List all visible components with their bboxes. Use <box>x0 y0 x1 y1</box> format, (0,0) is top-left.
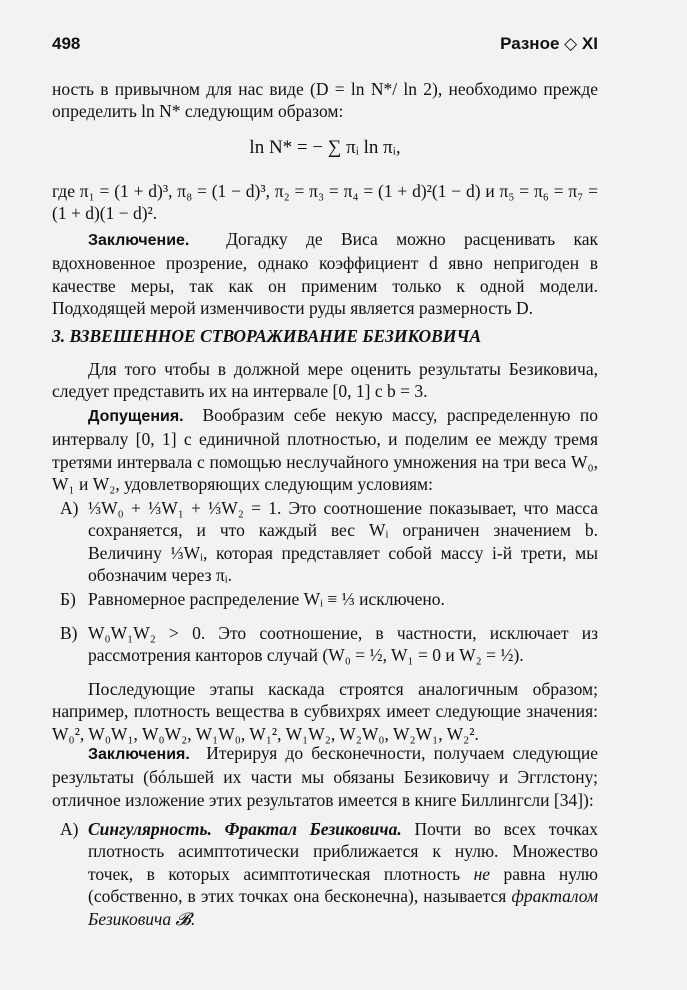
page-number: 498 <box>52 34 81 53</box>
running-header: Разное ◇ XI <box>500 34 598 53</box>
condition-c-text: W₀W₁W₂ > 0. Это соотношение, в частности, исключает из рассмотрения канторов случай (W₀ = ½, W₁ = 0 и W₂ = ½). <box>88 623 598 666</box>
paragraph-intro: ность в привычном для нас виде (D = ln N*/ ln 2), необходимо прежде определить ln N* следующим образом: <box>52 79 598 122</box>
conclusion-text: Догадку де Виса можно расценивать как вдохновенное прозрение, однако коэффициент d явно непригоден в качестве меры, так как он применим только к одной модели. Подходящей мерой изменчивости руды является размерность D. <box>52 229 598 319</box>
result-a-emphasis: не <box>473 863 491 884</box>
condition-a <box>52 497 598 587</box>
result-a-text-2: равна нулю (собственно, в этих точках она бесконечна), называется <box>88 863 599 907</box>
result-a-title: Сингулярность. Фрактал Безиковича. <box>88 819 402 839</box>
paragraph-conclusion <box>52 228 598 320</box>
result-a-text: Почти во всех точках плотность асимптотически приближается к нулю. Множество точек, в которых асимптотическая плотность <box>88 819 599 884</box>
condition-a-text: ⅓W₀ + ⅓W₁ + ⅓W₂ = 1. Это соотношение показывает, что масса сохраняется, и что каждый вес Wᵢ ограничен значением b. Величину ⅓Wᵢ, которая представляет собой массу i-й трети, мы обозначим через πᵢ. <box>88 498 598 586</box>
condition-b-label: Б) <box>60 589 76 609</box>
result-a <box>52 818 598 930</box>
condition-b-text: Равномерное распределение Wᵢ ≡ ⅓ исключено. <box>88 589 445 609</box>
paragraph-cascade: Последующие этапы каскада строятся аналогичным образом; например, плотность вещества в субвихрях имеет следующие значения: W₀², W₀W₁, W₀W₂, W₁W₀, W₁², W₁W₂, W₂W₀, W₂W₁, W₂². <box>52 679 598 744</box>
section-heading: 3. ВЗВЕШЕННОЕ СТВОРАЖИВАНИЕ БЕЗИКОВИЧА <box>52 326 482 346</box>
assumptions-label: Допущения. <box>88 408 184 425</box>
paragraph-besicovitch: Для того чтобы в должной мере оценить результаты Безиковича, следует представить их на интервале [0, 1] с b = 3. <box>52 359 598 402</box>
condition-c <box>52 622 598 667</box>
paragraph-where: где π₁ = (1 + d)³, π₈ = (1 − d)³, π₂ = π₃ = π₄ = (1 + d)²(1 − d) и π₅ = π₆ = π₇ = (1 + d)(1 − d)². <box>52 181 598 224</box>
condition-b <box>52 588 598 610</box>
formula-ln-n: ln N* = − ∑ πᵢ ln πᵢ, <box>249 137 401 158</box>
conclusions-label: Заключения. <box>88 746 190 763</box>
paragraph-assumptions <box>52 404 598 496</box>
result-a-term: фракталом Безиковича 𝓑. <box>88 886 599 929</box>
conclusions-text: Итерируя до бесконечности, получаем следующие результаты (бóльшей их части мы обязаны Безиковичу и Эгглстону; отличное изложение этих результатов имеется в книге Биллингсли [34]): <box>52 743 598 810</box>
condition-c-label: В) <box>60 623 78 643</box>
paragraph-conclusions <box>52 742 598 811</box>
conclusion-label: Заключение. <box>88 232 190 249</box>
result-a-body <box>88 818 598 930</box>
assumptions-text: Вообразим себе некую массу, распределенную по интервалу [0, 1] с единичной плотностью, и поделим ее между тремя третями интервала с помощью неслучайного умножения на три веса W₀, W₁ и W₂, удовлетворяющих следующим условиям: <box>52 405 599 495</box>
condition-a-label: А) <box>60 498 79 518</box>
result-a-label: А) <box>60 819 79 839</box>
